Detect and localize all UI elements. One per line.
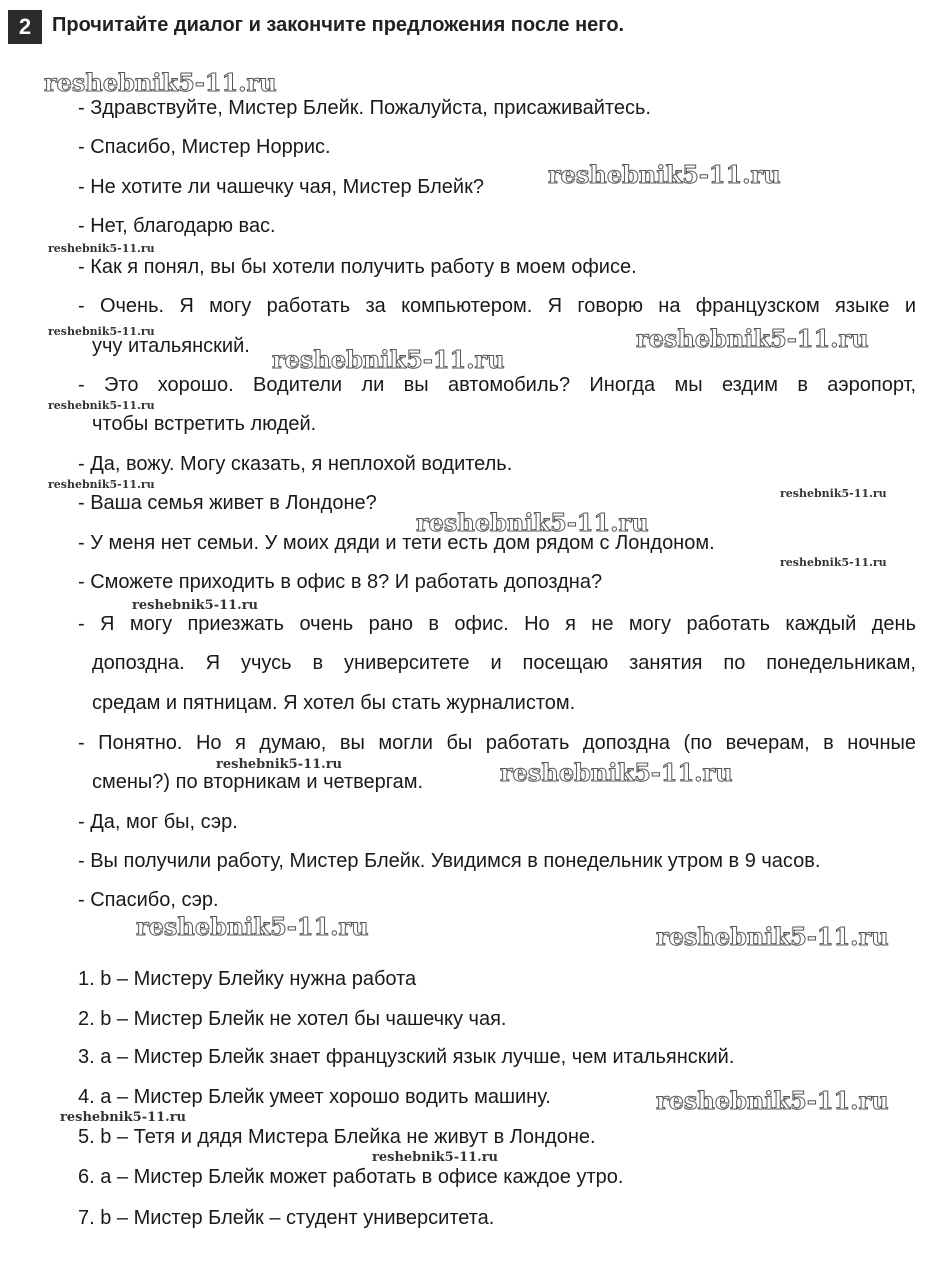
watermark: reshebnik5-11.ru xyxy=(656,1086,889,1115)
watermark: reshebnik5-11.ru xyxy=(136,912,369,941)
dialog-line: - Да, мог бы, сэр. xyxy=(78,811,238,833)
dialog-line: - Я могу приезжать очень рано в офис. Но я не могу работать каждый день xyxy=(78,613,916,635)
dialog-line: - Понятно. Но я думаю, вы могли бы работать допоздна (по вечерам, в ночные xyxy=(78,732,916,754)
answer-item: 7. b – Мистер Блейк – студент университета. xyxy=(78,1207,495,1229)
dialog-line: смены?) по вторникам и четвергам. xyxy=(92,771,424,793)
watermark: reshebnik5-11.ru xyxy=(132,598,259,613)
dialog-line: - Спасибо, сэр. xyxy=(78,889,219,911)
dialog-line: - Ваша семья живет в Лондоне? xyxy=(78,492,377,514)
dialog-line: учу итальянский. xyxy=(92,335,250,357)
dialog-line: - Сможете приходить в офис в 8? И работать допоздна? xyxy=(78,571,603,593)
dialog-line: - Не хотите ли чашечку чая, Мистер Блейк? xyxy=(78,176,484,198)
watermark: reshebnik5-11.ru xyxy=(44,68,277,97)
watermark: reshebnik5-11.ru xyxy=(656,922,889,951)
dialog-line: средам и пятницам. Я хотел бы стать журналистом. xyxy=(92,692,576,714)
dialog-line: - У меня нет семьи. У моих дяди и тети есть дом рядом с Лондоном. xyxy=(78,532,715,554)
watermark: reshebnik5-11.ru xyxy=(372,1150,499,1165)
dialog-line: - Нет, благодарю вас. xyxy=(78,215,276,237)
answer-item: 2. b – Мистер Блейк не хотел бы чашечку чая. xyxy=(78,1008,507,1030)
watermark: reshebnik5-11.ru xyxy=(48,478,155,491)
watermark: reshebnik5-11.ru xyxy=(636,324,869,353)
dialog-line: допоздна. Я учусь в университете и посещаю занятия по понедельникам, xyxy=(92,652,916,674)
watermark: reshebnik5-11.ru xyxy=(780,487,887,500)
dialog-line: - Вы получили работу, Мистер Блейк. Увидимся в понедельник утром в 9 часов. xyxy=(78,850,821,872)
answer-item: 3. a – Мистер Блейк знает французский язык лучше, чем итальянский. xyxy=(78,1046,735,1068)
dialog-line: чтобы встретить людей. xyxy=(92,413,317,435)
watermark: reshebnik5-11.ru xyxy=(780,556,887,569)
watermark: reshebnik5-11.ru xyxy=(48,242,155,255)
task-title: Прочитайте диалог и закончите предложения после него. xyxy=(52,14,625,36)
dialog-line: - Это хорошо. Водители ли вы автомобиль? Иногда мы ездим в аэропорт, xyxy=(78,374,916,396)
dialog-line: - Как я понял, вы бы хотели получить работу в моем офисе. xyxy=(78,256,637,278)
watermark: reshebnik5-11.ru xyxy=(48,399,155,412)
watermark: reshebnik5-11.ru xyxy=(548,160,781,189)
dialog-line: - Очень. Я могу работать за компьютером. Я говорю на французском языке и xyxy=(78,295,916,317)
dialog-line: - Здравствуйте, Мистер Блейк. Пожалуйста, присаживайтесь. xyxy=(78,97,651,119)
watermark: reshebnik5-11.ru xyxy=(500,758,733,787)
answer-item: 4. a – Мистер Блейк умеет хорошо водить машину. xyxy=(78,1086,551,1108)
answer-item: 5. b – Тетя и дядя Мистера Блейка не живут в Лондоне. xyxy=(78,1126,596,1148)
answer-item: 1. b – Мистеру Блейку нужна работа xyxy=(78,968,417,990)
watermark: reshebnik5-11.ru xyxy=(216,757,343,772)
watermark: reshebnik5-11.ru xyxy=(416,508,649,537)
task-number-badge: 2 xyxy=(8,10,42,44)
dialog-line: - Да, вожу. Могу сказать, я неплохой водитель. xyxy=(78,453,513,475)
watermark: reshebnik5-11.ru xyxy=(48,325,155,338)
watermark: reshebnik5-11.ru xyxy=(60,1110,187,1125)
dialog-line: - Спасибо, Мистер Норрис. xyxy=(78,136,331,158)
watermark: reshebnik5-11.ru xyxy=(272,345,505,374)
answer-item: 6. a – Мистер Блейк может работать в офисе каждое утро. xyxy=(78,1166,624,1188)
